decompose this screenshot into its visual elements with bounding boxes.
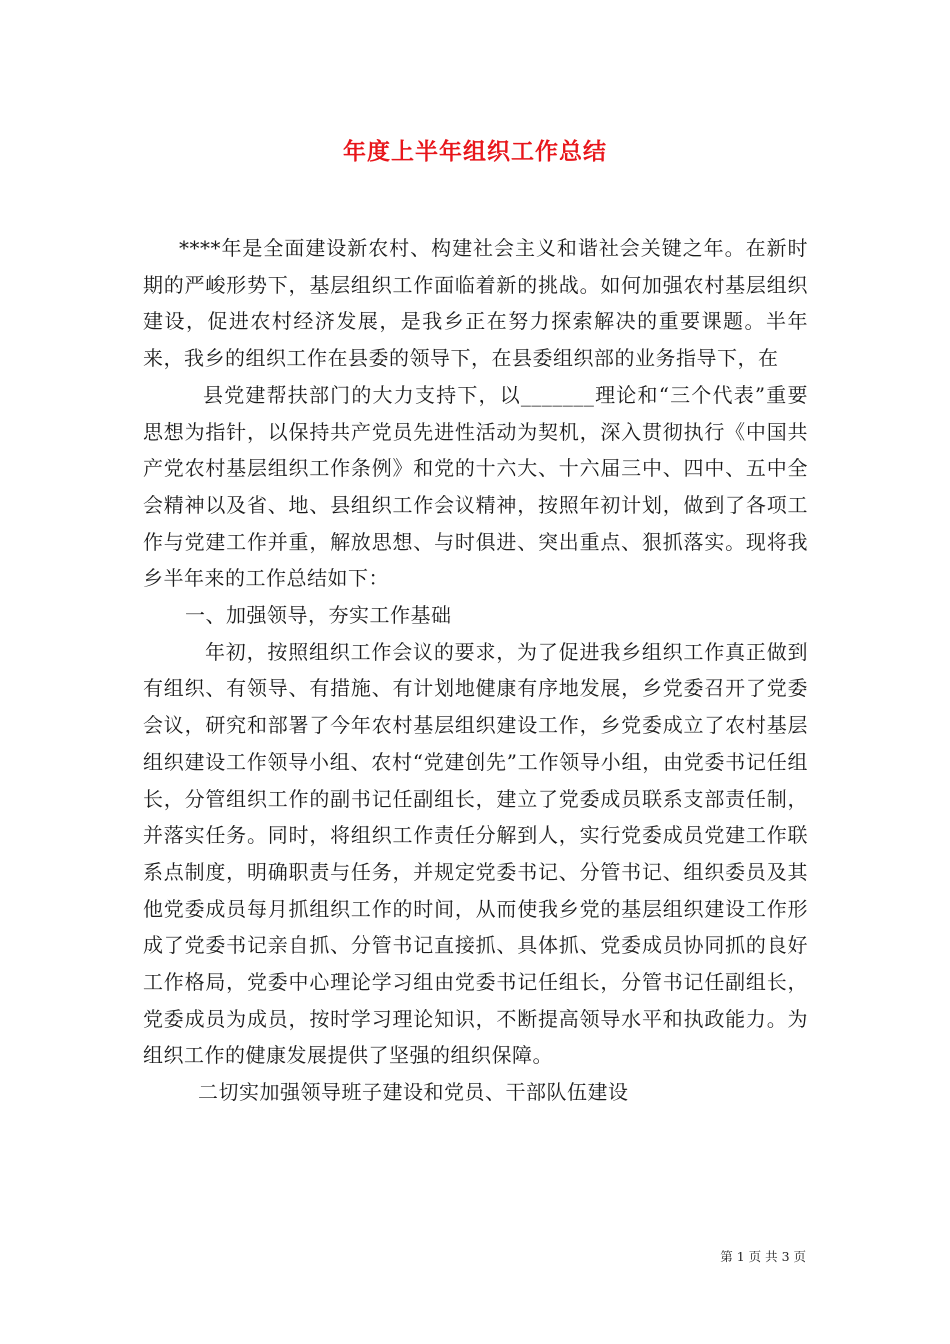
page-number-footer: 第 1 页 共 3 页 [720, 1249, 806, 1264]
section-heading-1: 一、加强领导，夯实工作基础 [185, 603, 452, 628]
document-title: 年度上半年组织工作总结 [343, 139, 607, 165]
section-heading-2: 二切实加强领导班子建设和党员、干部队伍建设 [198, 1080, 629, 1105]
document-body [143, 230, 808, 1111]
paragraph-intro: ****年是全面建设新农村、构建社会主义和谐社会关键之年。在新时期的严峻形势下，基层组织工作面临着新的挑战。如何加强农村基层组织建设，促进农村经济发展，是我乡正在努力探索解决的重要课题。半年来，我乡的组织工作在县委的领导下，在县委组织部的业务指导下，在 [143, 236, 808, 371]
paragraph-guidance: 县党建帮扶部门的大力支持下，以_______理论和“三个代表”重要思想为指针，以保持共产党员先进性活动为契机，深入贯彻执行《中国共产党农村基层组织工作条例》和党的十六大、十六届三中、四中、五中全会精神以及省、地、县组织工作会议精神，按照年初计划，做到了各项工作与党建工作并重，解放思想、与时俱进、突出重点、狠抓落实。现将我乡半年来的工作总结如下： [143, 382, 808, 591]
paragraph-section-1: 年初，按照组织工作会议的要求，为了促进我乡组织工作真正做到有组织、有领导、有措施、有计划地健康有序地发展，乡党委召开了党委会议，研究和部署了今年农村基层组织建设工作，乡党委成立了农村基层组织建设工作领导小组、农村“党建创先”工作领导小组，由党委书记任组长，分管组织工作的副书记任副组长，建立了党委成员联系支部责任制，并落实任务。同时，将组织工作责任分解到人，实行党委成员党建工作联系点制度，明确职责与任务，并规定党委书记、分管书记、组织委员及其他党委成员每月抓组织工作的时间，从而使我乡党的基层组织建设工作形成了党委书记亲自抓、分管书记直接抓、具体抓、党委成员协同抓的良好工作格局，党委中心理论学习组由党委书记任组长，分管书记任副组长，党委成员为成员，按时学习理论知识，不断提高领导水平和执政能力。为组织工作的健康发展提供了坚强的组织保障。 [143, 639, 808, 1068]
